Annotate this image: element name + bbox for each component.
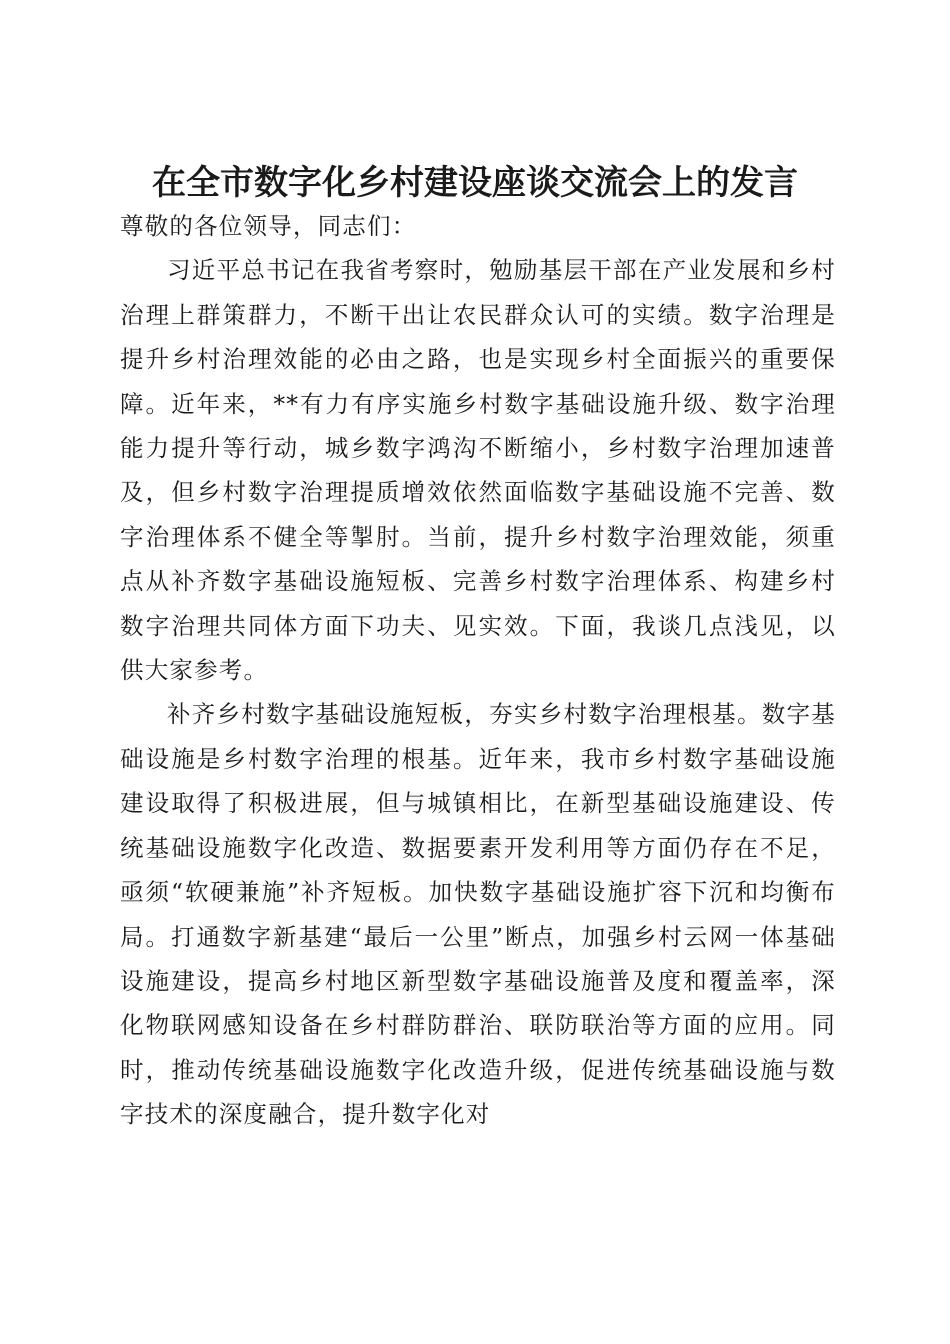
- paragraph-intro: 习近平总书记在我省考察时，勉励基层干部在产业发展和乡村治理上群策群力，不断干出让农民群众认可的实绩。数字治理是提升乡村治理效能的必由之路，也是实现乡村全面振兴的重要保障。近年来，**有力有序实施乡村数字基础设施升级、数字治理能力提升等行动，城乡数字鸿沟不断缩小，乡村数字治理加速普及，但乡村数字治理提质增效依然面临数字基础设施不完善、数字治理体系不健全等掣肘。当前，提升乡村数字治理效能，须重点从补齐数字基础设施短板、完善乡村数字治理体系、构建乡村数字治理共同体方面下功夫、见实效。下面，我谈几点浅见，以供大家参考。: [120, 256, 836, 685]
- document-title: 在全市数字化乡村建设座谈交流会上的发言: [152, 162, 798, 203]
- document-body: [120, 204, 836, 1137]
- salutation: 尊敬的各位领导，同志们：: [120, 212, 417, 240]
- paragraph-infrastructure: 补齐乡村数字基础设施短板，夯实乡村数字治理根基。数字基础设施是乡村数字治理的根基。近年来，我市乡村数字基础设施建设取得了积极进展，但与城镇相比，在新型基础设施建设、传统基础设施数字化改造、数据要素开发利用等方面仍存在不足，亟须“软硬兼施”补齐短板。加快数字基础设施扩容下沉和均衡布局。打通数字新基建“最后一公里”断点，加强乡村云网一体基础设施建设，提高乡村地区新型数字基础设施普及度和覆盖率，深化物联网感知设备在乡村群防群治、联防联治等方面的应用。同时，推动传统基础设施数字化改造升级，促进传统基础设施与数字技术的深度融合，提升数字化对: [120, 700, 836, 1129]
